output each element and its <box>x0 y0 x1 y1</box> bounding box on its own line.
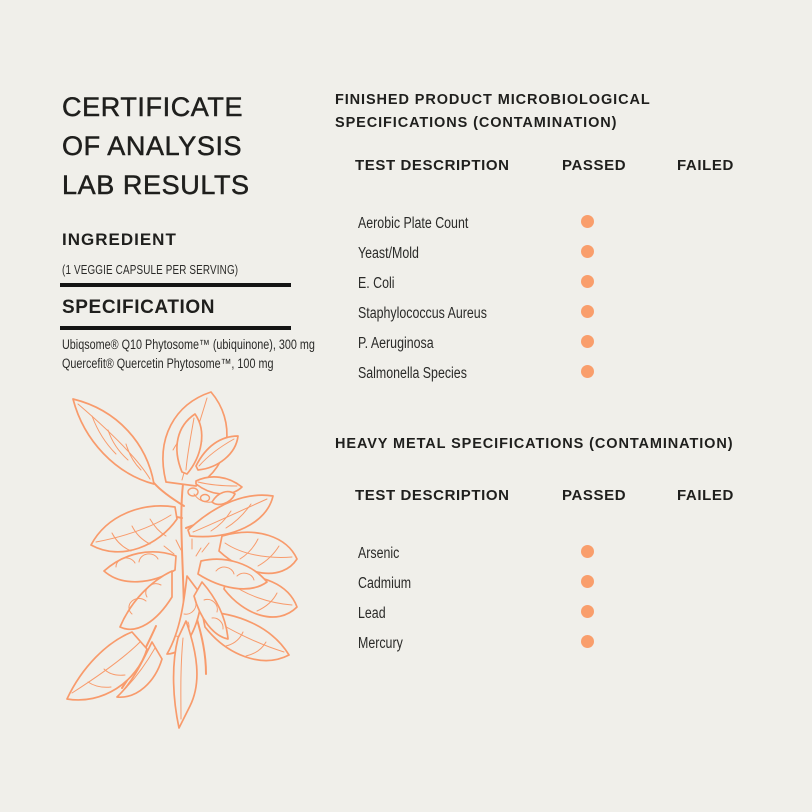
table-row <box>335 239 785 269</box>
passed-indicator-dot <box>581 335 594 348</box>
column-header-test-description: TEST DESCRIPTION <box>355 487 510 504</box>
test-name: Aerobic Plate Count <box>358 215 469 232</box>
soybean-plant-illustration <box>46 386 328 732</box>
passed-cell <box>562 305 677 323</box>
divider-bar-top <box>60 283 291 287</box>
ingredient-serving-note-text: (1 VEGGIE CAPSULE PER SERVING) <box>62 262 239 277</box>
table-row <box>335 209 785 239</box>
test-name: Lead <box>358 605 386 622</box>
test-name: Arsenic <box>358 545 400 562</box>
table-row <box>335 569 785 599</box>
page-title-line-1: CERTIFICATE <box>62 92 244 122</box>
passed-cell <box>562 215 677 233</box>
passed-indicator-dot <box>581 545 594 558</box>
heavy-metal-table-header <box>335 487 785 504</box>
microbiological-section-title: FINISHED PRODUCT MICROBIOLOGICAL SPECIFICATIONS (CONTAMINATION) <box>335 92 651 131</box>
table-row <box>335 329 785 359</box>
passed-indicator-dot <box>581 605 594 618</box>
page-title <box>62 88 250 205</box>
specification-lines <box>62 335 378 373</box>
specification-line-1: Ubiqsome® Q10 Phytosome™ (ubiquinone), 300 mg <box>62 337 315 352</box>
passed-indicator-dot <box>581 305 594 318</box>
passed-indicator-dot <box>581 635 594 648</box>
table-row <box>335 629 785 659</box>
table-row <box>335 299 785 329</box>
table-row <box>335 599 785 629</box>
passed-indicator-dot <box>581 275 594 288</box>
test-name: P. Aeruginosa <box>358 335 434 352</box>
passed-cell <box>562 335 677 353</box>
passed-indicator-dot <box>581 365 594 378</box>
table-row <box>335 359 785 389</box>
passed-cell <box>562 545 677 563</box>
heavy-metal-section-title: HEAVY METAL SPECIFICATIONS (CONTAMINATION) <box>335 436 734 452</box>
test-name: Mercury <box>358 635 403 652</box>
column-header-failed: FAILED <box>677 157 734 174</box>
page-title-line-2: OF ANALYSIS <box>62 131 243 161</box>
test-name: Staphylococcus Aureus <box>358 305 487 322</box>
column-header-failed: FAILED <box>677 487 734 504</box>
test-name: E. Coli <box>358 275 395 292</box>
test-name: Cadmium <box>358 575 412 592</box>
table-row <box>335 539 785 569</box>
microbiological-table <box>335 209 785 389</box>
column-header-passed: PASSED <box>562 157 627 174</box>
passed-cell <box>562 635 677 653</box>
passed-cell <box>562 245 677 263</box>
column-header-passed: PASSED <box>562 487 627 504</box>
heavy-metal-table <box>335 539 785 659</box>
specification-heading: SPECIFICATION <box>62 297 216 318</box>
divider-bar-bottom <box>60 326 291 330</box>
ingredient-serving-note <box>62 262 294 277</box>
passed-cell <box>562 605 677 623</box>
test-name: Yeast/Mold <box>358 245 419 262</box>
passed-cell <box>562 365 677 383</box>
microbiological-table-header <box>335 157 785 174</box>
passed-cell <box>562 575 677 593</box>
passed-indicator-dot <box>581 575 594 588</box>
passed-cell <box>562 275 677 293</box>
page-title-line-3: LAB RESULTS <box>62 170 250 200</box>
specification-line-2: Quercefit® Quercetin Phytosome™, 100 mg <box>62 356 274 371</box>
passed-indicator-dot <box>581 215 594 228</box>
ingredient-heading: INGREDIENT <box>62 230 177 249</box>
passed-indicator-dot <box>581 245 594 258</box>
column-header-test-description: TEST DESCRIPTION <box>355 157 510 174</box>
test-name: Salmonella Species <box>358 365 467 382</box>
table-row <box>335 269 785 299</box>
